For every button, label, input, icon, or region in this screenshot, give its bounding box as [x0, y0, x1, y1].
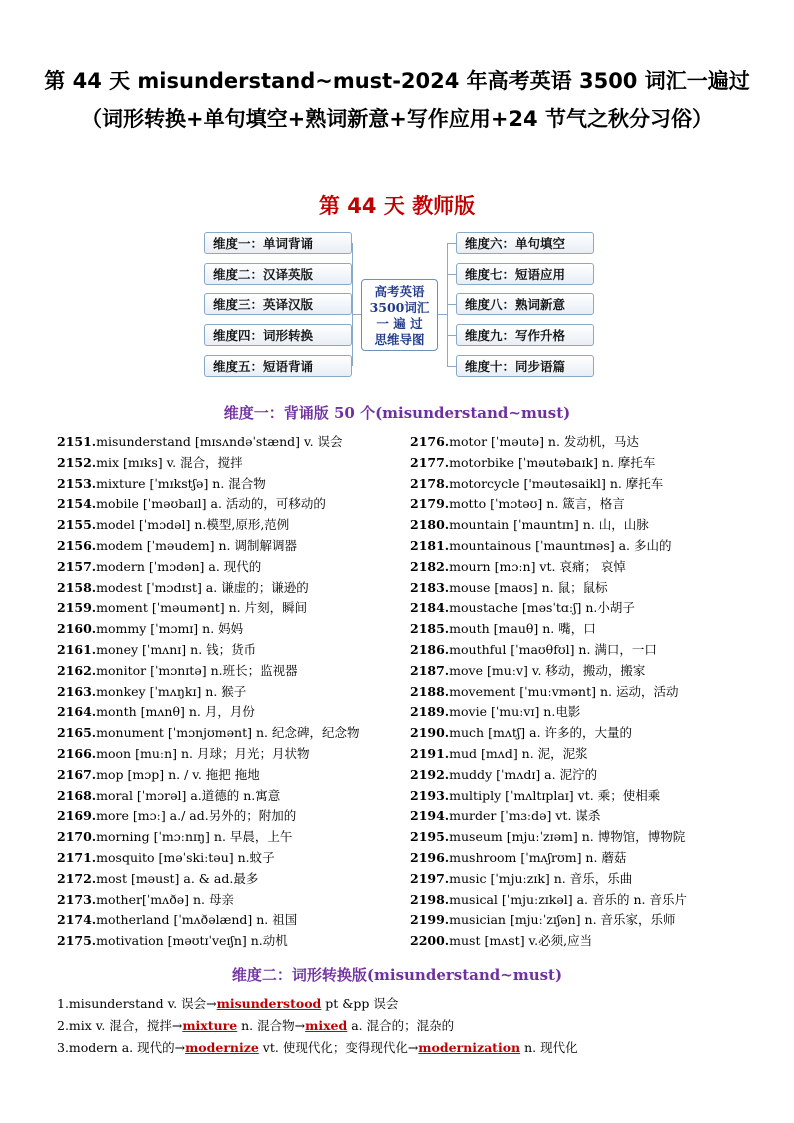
vocab-entry-number: 2196.: [410, 849, 450, 865]
mind-map-connector: [438, 314, 447, 315]
vocab-entry-text: mosquito [məˈskiːtəu] n.蚊子: [96, 849, 275, 865]
mind-map-node-right: 维度十：同步语篇: [456, 355, 594, 377]
vocab-entry-number: 2162.: [57, 662, 97, 678]
mind-map-node-left: 维度五：短语背诵: [204, 355, 352, 377]
vocab-entry-text: mouth [mauθ] n. 嘴，口: [449, 621, 596, 637]
word-form-answer: mixed: [305, 1018, 348, 1033]
vocab-entry-number: 2172.: [57, 870, 97, 886]
vocab-entry-text: mouthful [ˈmaʊθfʊl] n. 满口，一口: [449, 641, 657, 657]
vocab-entry-text: motorcycle ['məutəsaikl] n. 摩托车: [449, 475, 664, 491]
vocab-entry-text: movie [ˈmuːvɪ] n.电影: [449, 704, 581, 720]
vocab-entry: [57, 890, 359, 911]
vocab-entry: [57, 640, 359, 661]
mind-map-node-right: 维度七：短语应用: [456, 263, 594, 285]
vocab-entry: [410, 619, 687, 640]
vocab-entry: [57, 598, 359, 619]
vocab-entry-text: mommy [ˈmɔmɪ] n. 妈妈: [96, 621, 244, 637]
vocab-entry: [57, 702, 359, 723]
vocab-entry-number: 2197.: [410, 870, 450, 886]
vocab-entry-text: must [mʌst] v.必须,应当: [449, 933, 593, 949]
vocab-entry-number: 2155.: [57, 517, 97, 533]
vocab-entry-number: 2153.: [57, 475, 97, 491]
vocab-entry-number: 2151.: [57, 434, 97, 449]
vocab-entry: [410, 640, 687, 661]
vocab-entry-text: model [ˈmɔdəl] n.模型,原形,范例: [96, 517, 290, 533]
vocab-entry: [410, 432, 687, 453]
vocab-entry-text: modem [ˈməudem] n. 调制解调器: [96, 537, 297, 553]
vocab-entry: [57, 578, 359, 599]
vocab-entry-text: mountain [ˈmauntɪn] n. 山，山脉: [449, 517, 649, 533]
vocab-entry: [57, 869, 359, 890]
section-heading-recitation: 维度一：背诵版 50 个(misunderstand~must): [223, 404, 571, 422]
vocab-entry-number: 2176.: [410, 434, 450, 449]
vocab-entry-text: misunderstand [mɪsʌndəˈstænd] v. 误会: [96, 434, 343, 449]
vocab-entry: [410, 557, 687, 578]
mind-map-connector: [447, 366, 456, 367]
mind-map-connector: [447, 304, 456, 305]
vocab-entry-number: 2168.: [57, 787, 97, 803]
vocab-entry-number: 2173.: [57, 891, 97, 907]
vocab-entry-number: 2159.: [57, 600, 97, 616]
vocab-entry: [57, 494, 359, 515]
vocab-entry-number: 2189.: [410, 704, 450, 720]
vocab-entry: [410, 661, 687, 682]
vocab-entry-number: 2184.: [410, 600, 450, 616]
mind-map-center-line: 高考英语: [374, 284, 425, 299]
vocab-entry-text: mixture [ˈmɪkstʃə] n. 混合物: [96, 475, 266, 491]
vocab-entry-text: mountainous [ˈmauntɪnəs] a. 多山的: [449, 537, 672, 553]
vocab-entry: [410, 536, 687, 557]
word-form-item: [57, 1015, 578, 1037]
word-form-prompt: vt. 使现代化；变得现代化→: [258, 1040, 419, 1055]
vocab-list-left: [57, 432, 359, 952]
vocab-entry-text: modest [ˈmɔdɪst] a. 谦虚的；谦逊的: [96, 579, 309, 595]
vocab-entry-number: 2180.: [410, 517, 450, 533]
vocab-entry: [57, 682, 359, 703]
word-form-prompt: 1.misunderstand v. 误会→: [57, 996, 217, 1011]
vocab-entry-number: 2181.: [410, 537, 450, 553]
vocab-entry: [410, 786, 687, 807]
vocab-entry-text: month [mʌnθ] n. 月，月份: [96, 704, 255, 720]
section-heading-word-forms: 维度二：词形转换版(misunderstand~must): [231, 966, 563, 984]
vocab-entry: [57, 453, 359, 474]
word-form-item: [57, 993, 578, 1015]
vocab-entry: [57, 765, 359, 786]
vocab-entry: [410, 848, 687, 869]
vocab-entry: [57, 619, 359, 640]
vocab-entry-text: mud [mʌd] n. 泥，泥浆: [449, 745, 588, 761]
vocab-entry: [57, 786, 359, 807]
vocab-entry-number: 2171.: [57, 849, 97, 865]
mind-map-center-line: 一 遍 过: [376, 316, 423, 331]
vocab-entry-text: music [ˈmjuːzɪk] n. 音乐，乐曲: [449, 870, 633, 886]
mind-map-node-right: 维度六：单句填空: [456, 232, 594, 254]
word-form-prompt: 3.modern a. 现代的→: [57, 1040, 186, 1055]
vocab-entry: [410, 827, 687, 848]
vocab-entry-number: 2192.: [410, 766, 450, 782]
vocab-entry: [410, 765, 687, 786]
vocab-entry-number: 2161.: [57, 641, 97, 657]
word-form-prompt: pt &pp 误会: [321, 996, 399, 1011]
vocab-entry: [57, 474, 359, 495]
edition-subtitle: 第 44 天 教师版: [318, 194, 476, 218]
vocab-entry: [57, 827, 359, 848]
vocab-entry: [410, 869, 687, 890]
vocab-entry: [57, 515, 359, 536]
vocab-entry-number: 2169.: [57, 808, 97, 824]
vocab-entry-text: move [muːv] v. 移动，搬动，搬家: [449, 662, 646, 678]
vocab-entry-number: 2190.: [410, 725, 450, 741]
vocab-entry: [57, 557, 359, 578]
vocab-entry-text: monitor [ˈmɔnɪtə] n.班长；监视器: [96, 662, 298, 678]
vocab-entry-number: 2157.: [57, 558, 97, 574]
vocab-entry-number: 2167.: [57, 766, 97, 782]
vocab-entry: [410, 702, 687, 723]
vocab-entry-text: mop [mɔp] n. / v. 拖把 拖地: [96, 766, 260, 782]
vocab-entry-number: 2193.: [410, 787, 450, 803]
mind-map-node-left: 维度三：英译汉版: [204, 293, 352, 315]
mind-map-center-line: 思维导图: [374, 332, 425, 347]
vocab-entry-text: monument [ˈmɔnjʊmənt] n. 纪念碑，纪念物: [96, 725, 360, 741]
word-form-item: [57, 1037, 578, 1059]
word-form-prompt: a. 混合的；混杂的: [347, 1018, 455, 1033]
vocab-entry-number: 2194.: [410, 808, 450, 824]
vocab-entry: [57, 848, 359, 869]
vocab-entry: [410, 744, 687, 765]
vocab-list-right: [410, 432, 687, 952]
vocab-entry-number: 2182.: [410, 558, 450, 574]
vocab-entry: [410, 598, 687, 619]
vocab-entry: [410, 578, 687, 599]
vocab-entry-text: moment [ˈməumənt] n. 片刻，瞬间: [96, 600, 308, 616]
vocab-entry-number: 2160.: [57, 621, 97, 637]
vocab-entry: [57, 806, 359, 827]
vocab-entry-number: 2156.: [57, 537, 97, 553]
vocab-entry-number: 2158.: [57, 579, 97, 595]
word-form-answer: misunderstood: [216, 996, 322, 1011]
vocab-entry: [57, 931, 359, 952]
vocab-entry-text: morning [ˈmɔːnɪŋ] n. 早晨，上午: [96, 829, 293, 845]
vocab-entry-text: murder [ˈmɜːdə] vt. 谋杀: [449, 808, 601, 824]
vocab-entry: [410, 682, 687, 703]
mind-map-connector: [447, 274, 456, 275]
vocab-entry: [410, 806, 687, 827]
vocab-entry-number: 2198.: [410, 891, 450, 907]
vocab-entry-number: 2163.: [57, 683, 97, 699]
mind-map-connector: [352, 243, 353, 366]
mind-map-connector: [352, 314, 361, 315]
vocab-entry-text: motorbike [ˈməutəbaɪk] n. 摩托车: [449, 454, 656, 470]
vocab-entry-number: 2186.: [410, 641, 450, 657]
mind-map-node-right: 维度九：写作升格: [456, 324, 594, 346]
mind-map-node-left: 维度一：单词背诵: [204, 232, 352, 254]
vocab-entry-number: 2199.: [410, 912, 450, 928]
vocab-entry-text: much [mʌtʃ] a. 许多的，大量的: [449, 725, 633, 741]
vocab-entry-text: musical [ˈmjuːzɪkəl] a. 音乐的 n. 音乐片: [449, 891, 687, 907]
vocab-entry-number: 2195.: [410, 829, 450, 845]
vocab-entry-text: motherland [ˈmʌðəlænd] n. 祖国: [96, 912, 298, 928]
vocab-entry-number: 2177.: [410, 454, 450, 470]
vocab-entry-text: multiply [ˈmʌltɪplaɪ] vt. 乘；使相乘: [449, 787, 661, 803]
vocab-entry-number: 2178.: [410, 475, 450, 491]
vocab-entry: [410, 453, 687, 474]
mind-map-connector: [447, 243, 456, 244]
vocab-entry-number: 2165.: [57, 725, 97, 741]
mind-map: [198, 228, 598, 383]
vocab-entry-number: 2164.: [57, 704, 97, 720]
vocab-entry-text: motto [ˈmɔtəʊ] n. 箴言，格言: [449, 496, 625, 512]
mind-map-center-line: 3500词汇: [369, 300, 430, 315]
vocab-entry-text: moustache [məsˈtɑːʃ] n.小胡子: [449, 600, 635, 616]
word-form-list: [57, 993, 578, 1059]
vocab-entry: [410, 494, 687, 515]
vocab-entry-number: 2152.: [57, 454, 97, 470]
mind-map-node-left: 维度二：汉译英版: [204, 263, 352, 285]
vocab-entry-number: 2187.: [410, 662, 450, 678]
vocab-entry-number: 2154.: [57, 496, 97, 512]
vocab-entry-text: motor [ˈməutə] n. 发动机，马达: [449, 434, 639, 449]
vocab-entry-number: 2170.: [57, 829, 97, 845]
vocab-entry-text: mix [mɪks] v. 混合，搅拌: [96, 454, 243, 470]
vocab-entry-text: movement [ˈmuːvmənt] n. 运动，活动: [449, 683, 679, 699]
vocab-entry-text: mourn [mɔːn] vt. 哀痛； 哀悼: [449, 558, 626, 574]
word-form-answer: mixture: [182, 1018, 238, 1033]
vocab-entry-text: mother[ˈmʌðə] n. 母亲: [96, 891, 234, 907]
vocab-entry-number: 2174.: [57, 912, 97, 928]
vocab-entry-text: moon [muːn] n. 月球；月光；月状物: [96, 745, 310, 761]
mind-map-connector: [447, 335, 456, 336]
vocab-entry: [410, 723, 687, 744]
vocab-entry: [410, 474, 687, 495]
vocab-entry-text: musician [mjuːˈzɪʃən] n. 音乐家，乐师: [449, 912, 676, 928]
vocab-entry-number: 2175.: [57, 933, 97, 949]
vocab-entry-text: museum [mjuːˈzɪəm] n. 博物馆，博物院: [449, 829, 686, 845]
vocab-entry-text: motivation [məʊtɪˈveɪʃn] n.动机: [96, 933, 288, 949]
vocab-entry-text: mobile [ˈməʊbaɪl] a. 活动的，可移动的: [96, 496, 326, 512]
word-form-prompt: n. 现代化: [520, 1040, 578, 1055]
vocab-entry-text: most [məust] a. & ad.最多: [96, 870, 259, 886]
vocab-entry: [410, 910, 687, 931]
vocab-entry-number: 2166.: [57, 745, 97, 761]
vocab-entry-text: moral [ˈmɔrəl] a.道德的 n.寓意: [96, 787, 281, 803]
word-form-prompt: n. 混合物→: [237, 1018, 306, 1033]
vocab-entry: [410, 931, 687, 952]
vocab-entry: [57, 661, 359, 682]
mind-map-center: [361, 279, 438, 351]
word-form-answer: modernize: [185, 1040, 259, 1055]
vocab-entry: [410, 515, 687, 536]
vocab-entry-text: money [ˈmʌnɪ] n. 钱；货币: [96, 641, 257, 657]
vocab-entry: [410, 890, 687, 911]
word-form-answer: modernization: [418, 1040, 521, 1055]
vocab-entry-number: 2183.: [410, 579, 450, 595]
vocab-entry: [57, 744, 359, 765]
vocab-entry-text: mouse [maʊs] n. 鼠；鼠标: [449, 579, 608, 595]
word-form-prompt: 2.mix v. 混合，搅拌→: [57, 1018, 183, 1033]
vocab-entry: [57, 432, 359, 453]
page-title: 第 44 天 misunderstand~must-2024 年高考英语 3500 词汇一遍过（词形转换+单句填空+熟词新意+写作应用+24 节气之秋分习俗）: [44, 69, 750, 131]
vocab-entry-text: muddy [ˈmʌdɪ] a. 泥泞的: [449, 766, 598, 782]
vocab-entry-number: 2188.: [410, 683, 450, 699]
vocab-entry-number: 2179.: [410, 496, 450, 512]
vocab-entry-number: 2185.: [410, 621, 450, 637]
vocab-entry-text: more [mɔː] a./ ad.另外的；附加的: [96, 808, 297, 824]
vocab-entry: [57, 723, 359, 744]
vocab-entry-text: monkey [ˈmʌŋkɪ] n. 猴子: [96, 683, 247, 699]
vocab-entry-text: mushroom [ˈmʌʃrʊm] n. 蘑菇: [449, 849, 627, 865]
vocab-entry: [57, 910, 359, 931]
mind-map-node-right: 维度八：熟词新意: [456, 293, 594, 315]
vocab-entry: [57, 536, 359, 557]
vocab-entry-number: 2191.: [410, 745, 450, 761]
vocab-entry-number: 2200.: [410, 933, 450, 949]
vocab-entry-text: modern [ˈmɔdən] a. 现代的: [96, 558, 262, 574]
mind-map-node-left: 维度四：词形转换: [204, 324, 352, 346]
